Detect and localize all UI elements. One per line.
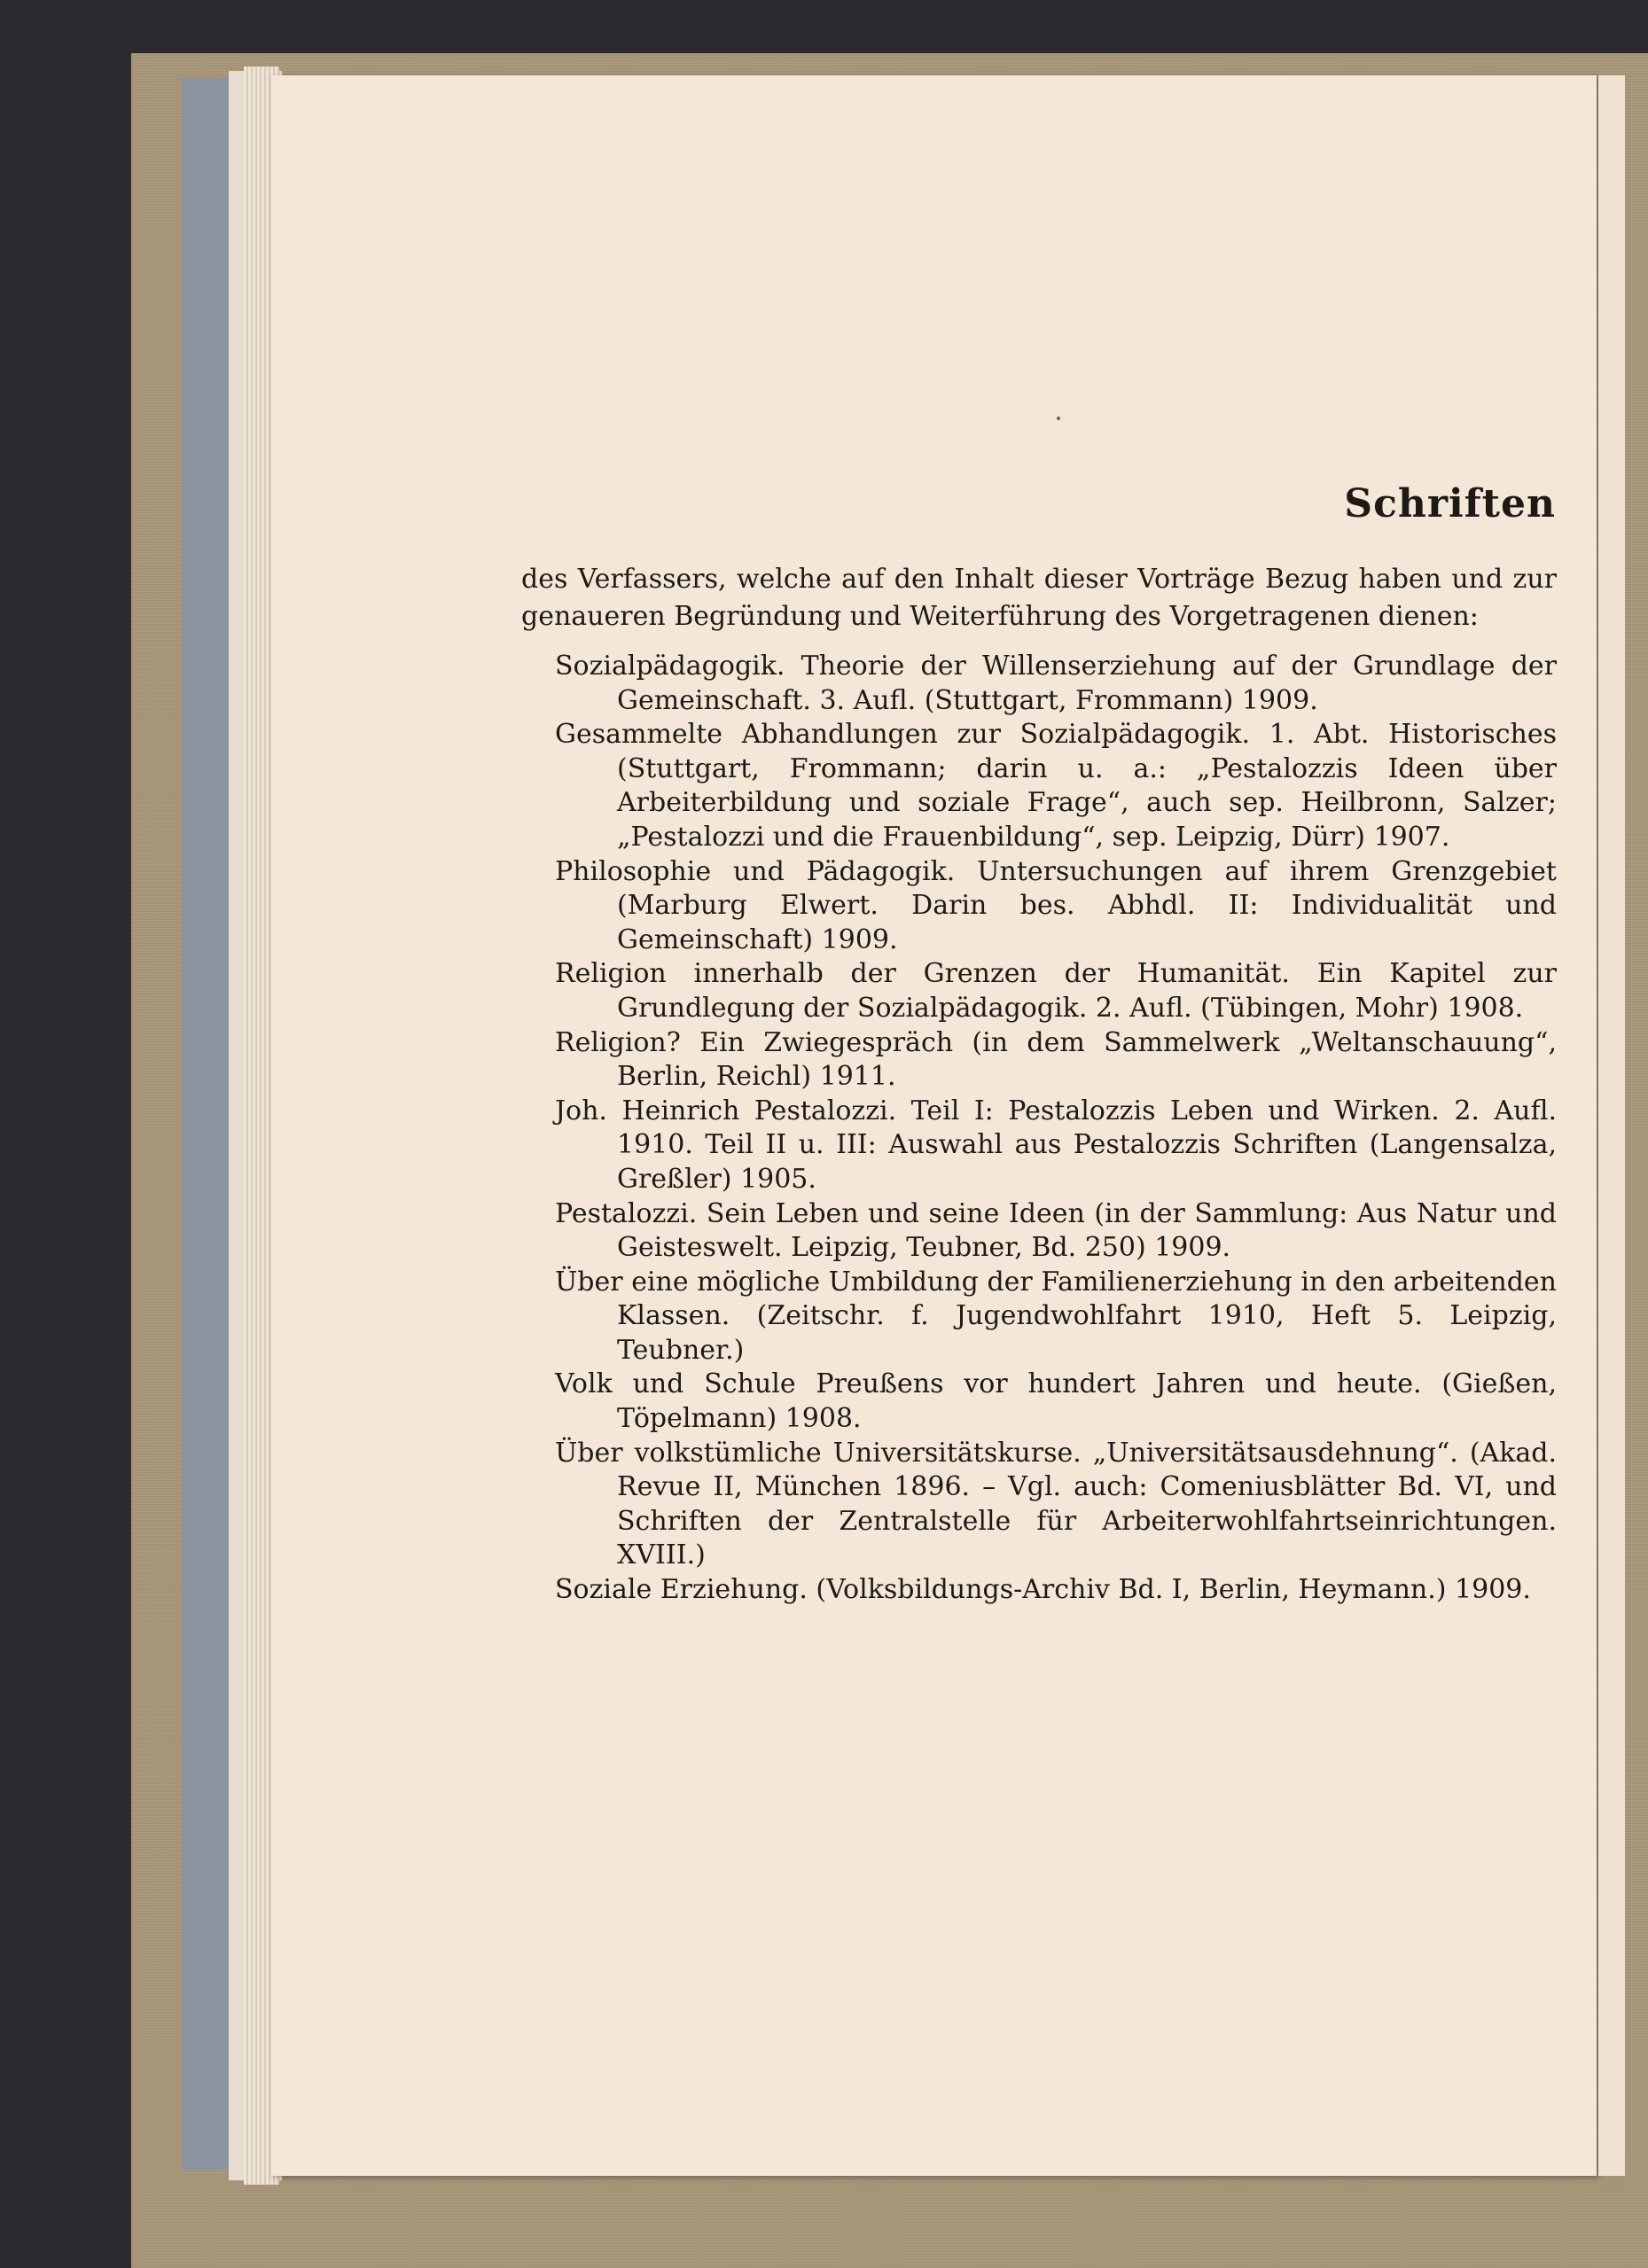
bibliography-entry: Volk und Schule Preußens vor hundert Jahren und heute. (Gießen, Töpelmann) 1908.	[555, 1368, 1557, 1435]
bibliography-entry: Religion? Ein Zwiegespräch (in dem Sammelwerk „Weltanschauung“, Berlin, Reichl) 1911.	[555, 1026, 1557, 1093]
bibliography-entry: Über eine mögliche Umbildung der Familienerziehung in den arbeitenden Klassen. (Zeitschr. f. Jugendwohlfahrt 1910, Heft 5. Leipzig, Teubner.)	[555, 1266, 1557, 1366]
bibliography-entry: Gesammelte Abhandlungen zur Sozialpädagogik. 1. Abt. Historisches (Stuttgart, Frommann; darin u. a.: „Pestalozzis Ideen über Arbeiterbildung und soziale Frage“, auch sep. Heilbronn, Salzer; „Pestalozzi und die Frauenbildung“, sep. Leipzig, Dürr) 1907.	[555, 719, 1557, 853]
bibliography-list	[555, 650, 1557, 1608]
page-heading: Schriften	[1344, 481, 1556, 526]
bibliography-entry: Soziale Erziehung. (Volksbildungs-Archiv Bd. I, Berlin, Heymann.) 1909.	[555, 1574, 1531, 1606]
bibliography-entry: Religion innerhalb der Grenzen der Humanität. Ein Kapitel zur Grundlegung der Sozialpädagogik. 2. Aufl. (Tübingen, Mohr) 1908.	[555, 958, 1557, 1024]
bibliography-entry: Joh. Heinrich Pestalozzi. Teil I: Pestalozzis Leben und Wirken. 2. Aufl. 1910. Teil II u. III: Auswahl aus Pestalozzis Schriften (Langensalza, Greßler) 1905.	[555, 1095, 1557, 1195]
bibliography-entry: Philosophie und Pädagogik. Untersuchungen auf ihrem Grenzgebiet (Marburg Elwert. Darin bes. Abhdl. II: Individualität und Gemeinschaft) 1909.	[555, 855, 1557, 955]
bibliography-entry: Über volkstümliche Universitätskurse. „Universitätsausdehnung“. (Akad. Revue II, München 1896. – Vgl. auch: Comeniusblätter Bd. VI, und Schriften der Zentralstelle für Arbeiterwohlfahrtseinrichtungen. XVIII.)	[555, 1437, 1557, 1571]
bibliography-entry: Sozialpädagogik. Theorie der Willenserziehung auf der Grundlage der Gemeinschaft. 3. Aufl. (Stuttgart, Frommann) 1909.	[555, 651, 1557, 716]
bibliography-entry: Pestalozzi. Sein Leben und seine Ideen (in der Sammlung: Aus Natur und Geisteswelt. Leipzig, Teubner, Bd. 250) 1909.	[555, 1197, 1557, 1264]
intro-paragraph: des Verfassers, welche auf den Inhalt dieser Vorträge Bezug haben und zur genaueren Begründung und Weiterführung des Vorgetragenen dienen:	[521, 564, 1557, 632]
